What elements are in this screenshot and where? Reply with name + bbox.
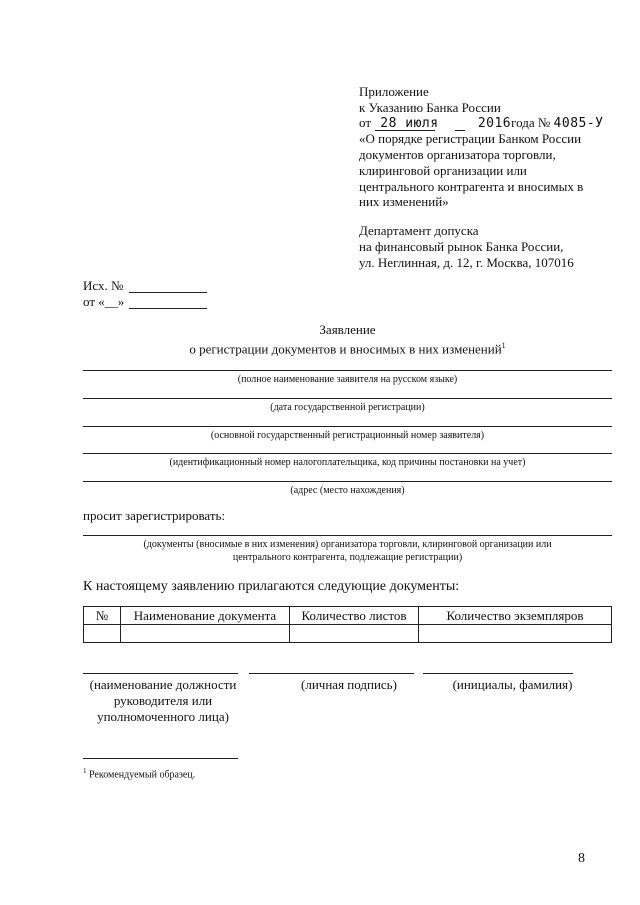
signature-position bbox=[83, 677, 243, 725]
appendix-reference: к Указанию Банка России bbox=[359, 100, 501, 115]
statement-subtitle-line bbox=[83, 338, 612, 357]
statement-title: Заявление bbox=[319, 322, 376, 337]
column-number: № bbox=[84, 607, 121, 625]
attachments-table bbox=[83, 606, 612, 643]
column-copy-count: Количество экземпляров bbox=[419, 607, 612, 625]
position-line-1: (наименование должности bbox=[89, 677, 237, 692]
recipient-line-2: на финансовый рынок Банка России, bbox=[359, 239, 564, 254]
position-line-3: уполномоченного лица) bbox=[97, 709, 229, 724]
column-document-name: Наименование документа bbox=[121, 607, 290, 625]
date-handwritten: 28 июля bbox=[380, 116, 439, 131]
signature-personal: (личная подпись) bbox=[301, 677, 397, 692]
table-cell bbox=[290, 625, 419, 643]
table-cell bbox=[419, 625, 612, 643]
field-caption-registration-date: (дата государственной регистрации) bbox=[270, 402, 425, 413]
decree-title-1: «О порядке регистрации Банком России bbox=[359, 131, 582, 146]
decree-title-3: клиринговой организации или bbox=[359, 163, 527, 178]
footnote-ref: 1 bbox=[501, 341, 506, 350]
year-suffix: года № bbox=[511, 115, 551, 130]
column-sheet-count: Количество листов bbox=[290, 607, 419, 625]
outgoing-date-label: от «__» bbox=[83, 294, 125, 309]
field-caption-address: (адрес (место нахождения) bbox=[290, 485, 405, 496]
statement-subtitle: о регистрации документов и вносимых в них изменений bbox=[189, 341, 502, 357]
field-caption-inn-kpp: (идентификационный номер налогоплательщика, код причины постановки на учет) bbox=[169, 457, 526, 468]
signature-name: (инициалы, фамилия) bbox=[452, 677, 573, 692]
attachments-intro: К настоящему заявлению прилагаются следующие документы: bbox=[83, 579, 460, 594]
page-number: 8 bbox=[578, 851, 585, 866]
decree-title-4: центрального контрагента и вносимых в bbox=[359, 179, 584, 194]
table-row bbox=[84, 625, 612, 643]
outgoing-number-label: Исх. № bbox=[83, 278, 124, 293]
decree-title-5: них изменений» bbox=[359, 194, 449, 209]
recipient-line-1: Департамент допуска bbox=[359, 223, 479, 238]
decree-number: 4085-У bbox=[553, 116, 604, 131]
request-caption-2: центрального контрагента, подлежащие регистрации) bbox=[232, 552, 463, 563]
field-caption-full-name: (полное наименование заявителя на русском языке) bbox=[237, 374, 458, 385]
recipient-line-3: ул. Неглинная, д. 12, г. Москва, 107016 bbox=[359, 255, 574, 270]
field-caption-ogrn: (основной государственный регистрационный номер заявителя) bbox=[210, 430, 485, 441]
date-prefix: от bbox=[359, 115, 372, 130]
date-year: 2016 bbox=[477, 116, 512, 131]
position-line-2: руководителя или bbox=[113, 693, 213, 708]
footnote bbox=[83, 765, 195, 781]
footnote-mark: 1 bbox=[83, 767, 87, 775]
appendix-label: Приложение bbox=[359, 84, 429, 99]
request-label: просит зарегистрировать: bbox=[83, 508, 226, 523]
table-cell bbox=[121, 625, 290, 643]
table-header-row bbox=[84, 607, 612, 625]
table-cell bbox=[84, 625, 121, 643]
decree-title-2: документов организатора торговли, bbox=[359, 147, 556, 162]
footnote-text: Рекомендуемый образец. bbox=[89, 769, 196, 781]
request-caption-1: (документы (вносимые в них изменения) организатора торговли, клиринговой организации или bbox=[143, 539, 552, 550]
